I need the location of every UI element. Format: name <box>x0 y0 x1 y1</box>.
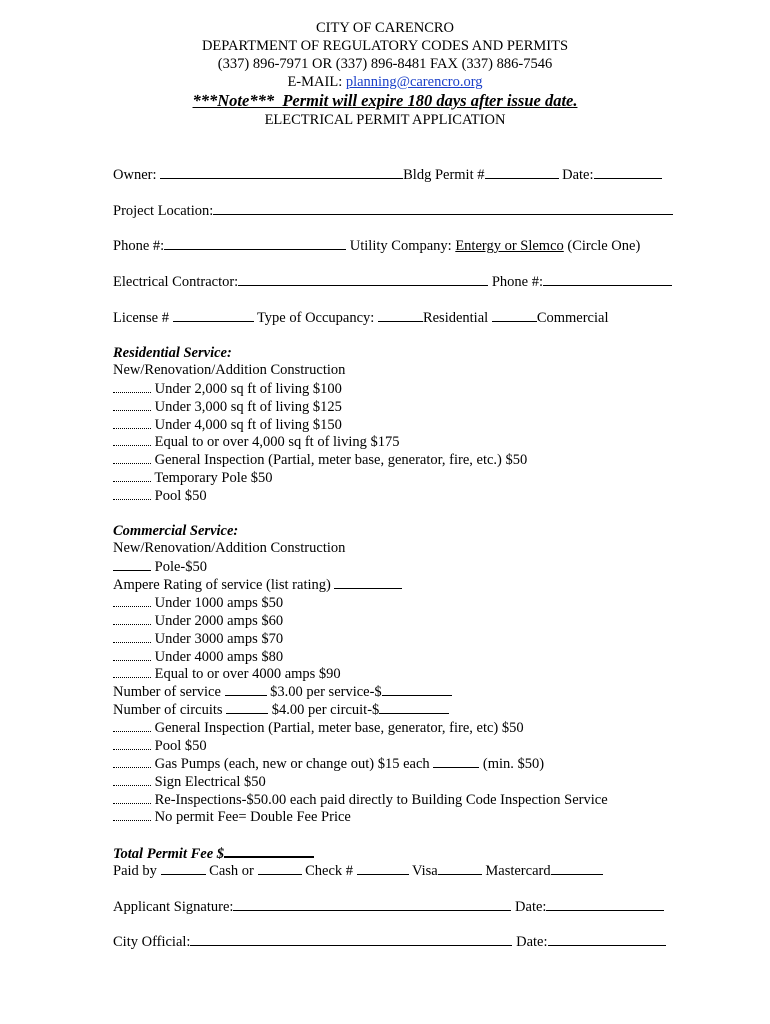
number-of-service-field[interactable] <box>225 683 267 696</box>
department-name: DEPARTMENT OF REGULATORY CODES AND PERMITS <box>201 38 569 54</box>
utility-options[interactable]: Entergy or Slemco <box>455 238 564 254</box>
checkbox-blank[interactable] <box>113 719 151 732</box>
item-label: Pool $50 <box>154 738 207 754</box>
check-blank[interactable] <box>258 862 302 875</box>
commercial-item <box>113 808 351 826</box>
gas-pumps-count-field[interactable] <box>433 755 479 768</box>
checkbox-blank[interactable] <box>113 469 151 482</box>
date-label: Date: <box>558 167 594 183</box>
ampere-rating-row <box>113 576 402 594</box>
ampere-rating-label: Ampere Rating of service (list rating) <box>113 577 335 593</box>
utility-company-label: Utility Company: <box>346 238 456 254</box>
checkbox-blank[interactable] <box>113 594 151 607</box>
item-label: Sign Electrical $50 <box>154 774 266 790</box>
paid-by-row <box>113 862 603 880</box>
item-label: General Inspection (Partial, meter base, generator, fire, etc.) $50 <box>154 452 528 468</box>
item-label: Equal to or over 4,000 sq ft of living $175 <box>154 434 400 450</box>
form-title: ELECTRICAL PERMIT APPLICATION <box>264 112 506 128</box>
item-label: Under 4000 amps $80 <box>154 649 284 665</box>
phone-row <box>113 237 640 255</box>
checkbox-blank[interactable] <box>113 487 151 500</box>
commercial-item <box>113 791 608 809</box>
item-label: Gas Pumps (each, new or change out) $15 each <box>154 756 434 772</box>
visa-label: Visa <box>408 863 438 879</box>
city-official-date-field[interactable] <box>548 933 666 946</box>
commercial-heading: Commercial Service: <box>113 523 239 539</box>
commercial-item <box>113 558 207 576</box>
license-field[interactable] <box>173 309 254 322</box>
total-permit-fee-label: Total Permit Fee $ <box>113 846 225 862</box>
residential-heading: Residential Service: <box>113 345 232 361</box>
license-row <box>113 309 608 327</box>
commercial-subheading: New/Renovation/Addition Construction <box>113 540 346 556</box>
per-service-amount-field[interactable] <box>382 683 452 696</box>
electrical-contractor-label: Electrical Contractor: <box>113 274 239 290</box>
commercial-check[interactable] <box>492 309 537 322</box>
checkbox-blank[interactable] <box>113 433 151 446</box>
bldg-permit-label: Bldg Permit # <box>403 167 485 183</box>
per-service-label: $3.00 per service-$ <box>266 684 382 700</box>
contractor-row <box>113 273 672 291</box>
project-location-row <box>113 202 673 220</box>
residential-item <box>113 451 527 469</box>
checkbox-blank[interactable] <box>113 773 151 786</box>
date-label: Date: <box>511 899 547 915</box>
phone-field[interactable] <box>164 237 346 250</box>
checkbox-blank[interactable] <box>113 791 151 804</box>
expiration-note: ***Note*** Permit will expire 180 days after issue date. <box>192 91 578 110</box>
total-permit-fee-field[interactable] <box>224 844 314 858</box>
phone-numbers: (337) 896-7971 OR (337) 896-8481 FAX (337) 886-7546 <box>217 56 553 72</box>
item-label: Under 2000 amps $60 <box>154 613 284 629</box>
checkbox-blank[interactable] <box>113 737 151 750</box>
owner-field[interactable] <box>160 166 403 179</box>
ampere-rating-field[interactable] <box>334 576 402 589</box>
item-label: Pole-$50 <box>154 559 207 575</box>
checkbox-blank[interactable] <box>113 630 151 643</box>
city-official-label: City Official: <box>113 934 191 950</box>
number-of-circuits-field[interactable] <box>226 701 268 714</box>
item-label: Temporary Pole $50 <box>154 470 273 486</box>
owner-row <box>113 166 662 184</box>
cash-or-label: Cash or <box>205 863 258 879</box>
project-location-field[interactable] <box>213 202 673 215</box>
residential-item <box>113 398 342 416</box>
checkbox-blank[interactable] <box>113 380 151 393</box>
per-circuit-label: $4.00 per circuit-$ <box>268 702 380 718</box>
residential-item <box>113 469 273 487</box>
residential-subheading: New/Renovation/Addition Construction <box>113 362 346 378</box>
checkbox-blank[interactable] <box>113 808 151 821</box>
commercial-item <box>113 737 207 755</box>
applicant-date-field[interactable] <box>546 898 664 911</box>
item-label: Under 1000 amps $50 <box>154 595 284 611</box>
number-of-service-label: Number of service <box>113 684 225 700</box>
email-link[interactable]: planning@carencro.org <box>345 74 483 90</box>
min-fee-label: (min. $50) <box>479 756 545 772</box>
number-of-circuits-row <box>113 701 449 719</box>
applicant-signature-label: Applicant Signature: <box>113 899 234 915</box>
mastercard-label: Mastercard <box>481 863 551 879</box>
amp-item <box>113 630 283 648</box>
item-label: Re-Inspections-$50.00 each paid directly to Building Code Inspection Service <box>154 792 608 808</box>
mastercard-blank[interactable] <box>551 862 603 875</box>
visa-blank[interactable] <box>438 862 482 875</box>
circle-one-label: (Circle One) <box>563 238 641 254</box>
item-label: No permit Fee= Double Fee Price <box>154 809 351 825</box>
check-label: Check # <box>301 863 357 879</box>
email-label: E-MAIL: <box>287 74 346 90</box>
amp-item <box>113 648 283 666</box>
residential-item <box>113 433 399 451</box>
residential-item <box>113 487 207 505</box>
number-of-circuits-label: Number of circuits <box>113 702 227 718</box>
city-official-field[interactable] <box>190 933 512 946</box>
checkbox-blank[interactable] <box>113 451 151 464</box>
checkbox-blank[interactable] <box>113 398 151 411</box>
cash-blank[interactable] <box>161 862 206 875</box>
phone-label: Phone #: <box>113 238 165 254</box>
project-location-label: Project Location: <box>113 203 214 219</box>
checkbox-blank[interactable] <box>113 755 151 768</box>
commercial-label: Commercial <box>536 310 609 326</box>
checkbox-blank[interactable] <box>113 648 151 661</box>
check-number-field[interactable] <box>357 862 409 875</box>
applicant-signature-field[interactable] <box>233 898 511 911</box>
commercial-item <box>113 719 524 737</box>
type-of-occupancy-label: Type of Occupancy: <box>253 310 378 326</box>
residential-item <box>113 380 342 398</box>
email-line <box>0 74 770 91</box>
checkbox-blank[interactable] <box>113 665 151 678</box>
item-label: Pool $50 <box>154 488 207 504</box>
checkbox-blank[interactable] <box>113 416 151 429</box>
item-label: Under 4,000 sq ft of living $150 <box>154 417 342 433</box>
date-field[interactable] <box>594 166 662 179</box>
date-label: Date: <box>512 934 548 950</box>
paid-by-label: Paid by <box>113 863 161 879</box>
item-label: Under 3000 amps $70 <box>154 631 284 647</box>
residential-label: Residential <box>422 310 492 326</box>
amp-item <box>113 612 283 630</box>
amp-item <box>113 594 283 612</box>
total-permit-fee-row <box>113 844 314 863</box>
amp-item <box>113 665 341 683</box>
number-of-service-row <box>113 683 452 701</box>
bldg-permit-field[interactable] <box>485 166 559 179</box>
license-label: License # <box>113 310 173 326</box>
item-label: Equal to or over 4000 amps $90 <box>154 666 341 682</box>
applicant-signature-row <box>113 898 664 916</box>
city-official-row <box>113 933 666 951</box>
electrical-contractor-field[interactable] <box>238 273 488 286</box>
residential-item <box>113 416 342 434</box>
item-label: Under 2,000 sq ft of living $100 <box>154 381 342 397</box>
commercial-item <box>113 773 266 791</box>
owner-label: Owner: <box>113 167 161 183</box>
residential-check[interactable] <box>378 309 423 322</box>
item-label: Under 3,000 sq ft of living $125 <box>154 399 342 415</box>
contractor-phone-field[interactable] <box>543 273 672 286</box>
commercial-item <box>113 755 544 773</box>
checkbox-blank[interactable] <box>113 612 151 625</box>
contractor-phone-label: Phone #: <box>488 274 543 290</box>
item-label: General Inspection (Partial, meter base, generator, fire, etc) $50 <box>154 720 524 736</box>
per-circuit-amount-field[interactable] <box>379 701 449 714</box>
city-name: CITY OF CARENCRO <box>315 20 455 36</box>
checkbox-blank[interactable] <box>113 558 151 571</box>
